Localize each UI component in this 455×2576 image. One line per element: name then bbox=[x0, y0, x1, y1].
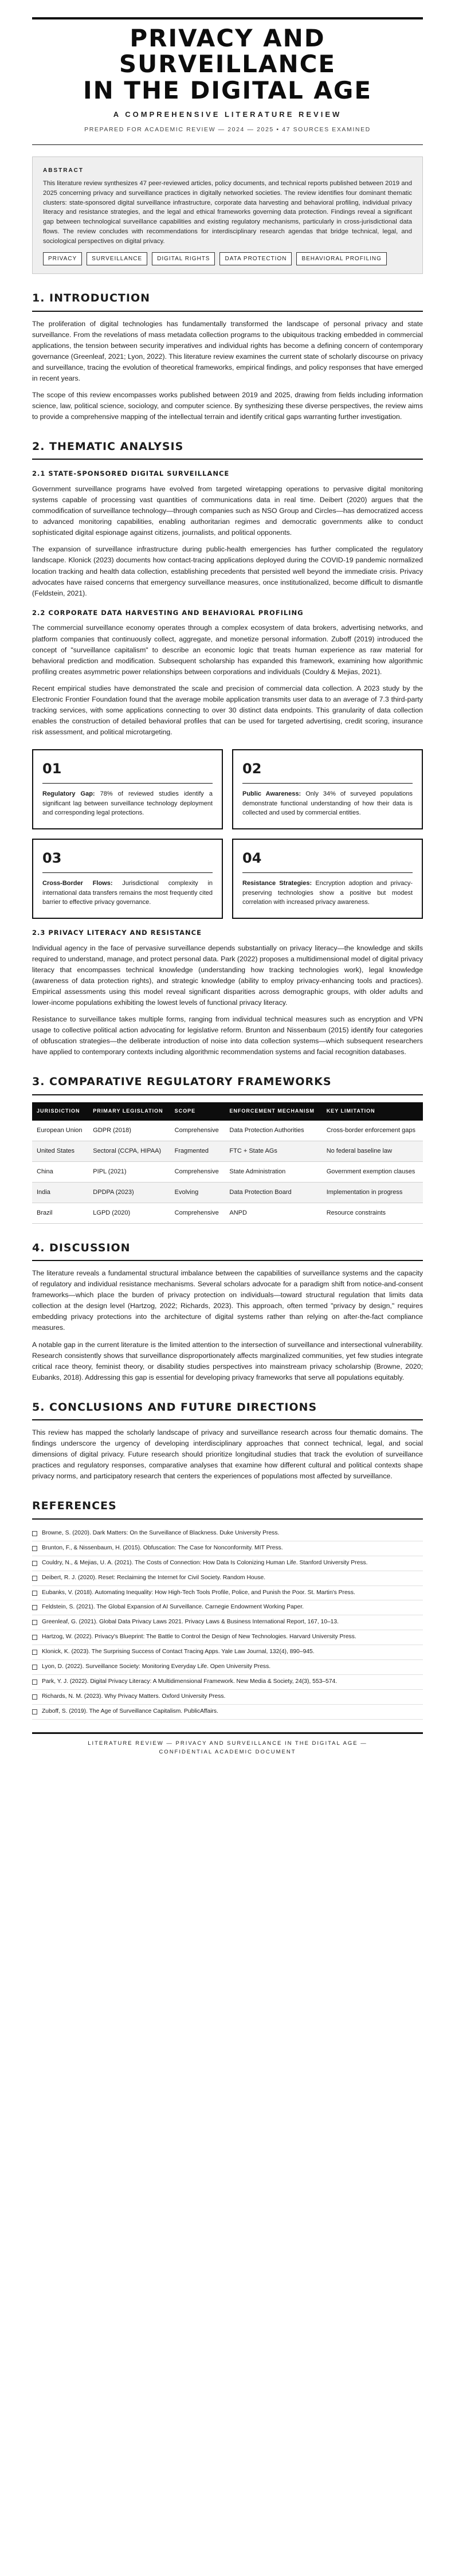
paragraph: This review has mapped the scholarly landscape of privacy and surveillance research across four thematic domains. The findings underscore the urgency of developing interdisciplinary approaches that connect technical, legal, and social dimensions of digital privacy. Future research should prioritize longitudinal studies that track the evolution of surveillance practices and regulatory responses, comparative analyses that examine how different cultural and political contexts shape privacy norms, and participatory research that centers the experiences of populations most affected by surveillance. bbox=[32, 1428, 423, 1481]
list-item bbox=[32, 1630, 423, 1645]
paragraph: The literature reveals a fundamental structural imbalance between the capabilities of surveillance systems and the capacity of regulatory and individual resistance mechanisms. Several scholars advocate for a paradigm shift from notice-and-consent frameworks—which place the burden of privacy protection on individuals—toward structural regulation that limits data collection at the design level (Hartzog, 2022; Richards, 2023). This approach, often termed "privacy by design," requires embedding privacy protections into the architecture of digital systems rather than relying on after-the-fact compliance measures. bbox=[32, 1269, 423, 1332]
card-text bbox=[242, 789, 413, 818]
table-cell: Government exemption clauses bbox=[322, 1161, 423, 1182]
bullet-square-icon bbox=[32, 1531, 37, 1536]
reference-text: Greenleaf, G. (2021). Global Data Privacy Laws 2021. Privacy Laws & Business International Report, 167, 10–13. bbox=[42, 1619, 339, 1626]
abstract-text: This literature review synthesizes 47 peer-reviewed articles, policy documents, and technical reports published between 2019 and 2025 concerning privacy and surveillance practices in digitally networked societies. The review identifies four dominant thematic clusters: state-sponsored digital surveillance infrastructure, corporate data harvesting and behavioral profiling, individual privacy literacy and resistance strategies, and the legal and ethical frameworks governing data protection. Findings reveal a significant gap between technological surveillance capabilities and existing regulatory mechanisms, particularly in cross-jurisdictional data flows. The review concludes with recommendations for interdisciplinary research agendas that bridge technical, legal, and sociological perspectives on digital privacy. bbox=[43, 179, 412, 245]
bullet-square-icon bbox=[32, 1620, 37, 1625]
bullet-square-icon bbox=[32, 1591, 37, 1596]
list-item bbox=[32, 1660, 423, 1675]
table-cell: Comprehensive bbox=[170, 1161, 225, 1182]
paragraph: Government surveillance programs have evolved from targeted wiretapping operations to pervasive digital monitoring systems capable of processing vast quantities of communications data in real time. Deibert (2020) argues that the commodification of surveillance technology—through companies such as NSO Group and Circles—has democratized access to advanced monitoring capabilities, enabling authoritarian regimes and democratic governments alike to conduct sophisticated digital espionage against citizens, journalists, and political opponents. bbox=[32, 485, 423, 537]
document-subtitle: A COMPREHENSIVE LITERATURE REVIEW bbox=[113, 110, 342, 119]
card-label: Regulatory Gap: bbox=[42, 790, 95, 798]
reference-text: Eubanks, V. (2018). Automating Inequality: How High-Tech Tools Profile, Police, and Punish the Poor. St. Martin's Press. bbox=[42, 1589, 355, 1596]
subsection-heading: 2.1 STATE-SPONSORED DIGITAL SURVEILLANCE bbox=[32, 469, 230, 478]
card-number: 02 bbox=[242, 758, 413, 784]
list-item bbox=[32, 1526, 423, 1541]
bullet-square-icon bbox=[32, 1561, 37, 1566]
key-findings-grid bbox=[32, 749, 423, 919]
table-row bbox=[32, 1161, 423, 1182]
reference-text: Richards, N. M. (2023). Why Privacy Matters. Oxford University Press. bbox=[42, 1693, 226, 1700]
regulatory-table bbox=[32, 1102, 423, 1224]
list-item bbox=[32, 1586, 423, 1601]
reference-text: Lyon, D. (2022). Surveillance Society: Monitoring Everyday Life. Open University Press. bbox=[42, 1663, 271, 1670]
card-body: Only 34% of surveyed populations demonstrate functional understanding of how their data is collected and used by commercial entities. bbox=[242, 790, 413, 817]
table-cell: Evolving bbox=[170, 1182, 225, 1203]
column-header: JURISDICTION bbox=[32, 1102, 88, 1121]
card-body: Encryption adoption and privacy-preserving technologies show a positive but modest correlation with increased privacy awareness. bbox=[242, 880, 413, 906]
title-line-1: PRIVACY AND SURVEILLANCE bbox=[119, 24, 336, 79]
list-item bbox=[32, 1675, 423, 1690]
abstract-label: ABSTRACT bbox=[43, 167, 84, 174]
prepared-line: PREPARED FOR ACADEMIC REVIEW — 2024 — 2025 • 47 SOURCES EXAMINED bbox=[84, 126, 371, 134]
card-label: Resistance Strategies: bbox=[242, 880, 312, 887]
table-cell: GDPR (2018) bbox=[88, 1121, 170, 1141]
card-label: Public Awareness: bbox=[242, 790, 301, 798]
table-cell: China bbox=[32, 1161, 88, 1182]
subsection-heading: 2.3 PRIVACY LITERACY AND RESISTANCE bbox=[32, 928, 202, 937]
references-section bbox=[32, 1498, 423, 1719]
keyword-tag: SURVEILLANCE bbox=[87, 252, 147, 266]
reference-text: Park, Y. J. (2022). Digital Privacy Literacy: A Multidimensional Framework. New Media & Society, 24(3), 553–574. bbox=[42, 1678, 338, 1685]
introduction-section bbox=[32, 290, 423, 422]
bullet-square-icon bbox=[32, 1576, 37, 1581]
keyword-tag: DIGITAL RIGHTS bbox=[152, 252, 215, 266]
card-text bbox=[242, 879, 413, 907]
bullet-square-icon bbox=[32, 1680, 37, 1685]
reference-text: Klonick, K. (2023). The Surprising Success of Contact Tracing Apps. Yale Law Journal, 132(4), 890–945. bbox=[42, 1649, 315, 1655]
reference-text: Couldry, N., & Mejias, U. A. (2021). The Costs of Connection: How Data Is Colonizing Human Life. Stanford University Press. bbox=[42, 1559, 368, 1566]
section-heading: 3. COMPARATIVE REGULATORY FRAMEWORKS bbox=[32, 1074, 423, 1095]
table-row bbox=[32, 1121, 423, 1141]
card-number: 04 bbox=[242, 848, 413, 873]
section-heading: REFERENCES bbox=[32, 1498, 423, 1519]
paragraph: Resistance to surveillance takes multiple forms, ranging from individual technical measures such as encryption and VPN usage to collective political action advocating for legislative reform. Brunton and Nissenbaum (2015) identify four categories of obfuscation strategies—the deliberate introduction of noise into data collection systems—which subsequent researchers have applied to contemporary contexts including algorithmic recommendation systems and facial recognition databases. bbox=[32, 1015, 423, 1056]
section-heading: 1. INTRODUCTION bbox=[32, 290, 423, 311]
paragraph: The commercial surveillance economy operates through a complex ecosystem of data brokers, advertising networks, and platform companies that continuously collect, aggregate, and monetize personal information. Zuboff (2019) introduced the concept of "surveillance capitalism" to describe an economic logic that treats human experience as raw material for behavioral prediction and modification. Subsequent scholarship has expanded this framework, examining how algorithmic profiling creates asymmetric power relationships between corporations and individuals (Couldry & Mejias, 2021). bbox=[32, 624, 423, 676]
list-item bbox=[32, 1571, 423, 1586]
table-header-row bbox=[32, 1102, 423, 1121]
finding-card bbox=[32, 749, 223, 829]
table-cell: Fragmented bbox=[170, 1141, 225, 1161]
card-text bbox=[42, 879, 213, 907]
table-cell: Data Protection Authorities bbox=[225, 1121, 321, 1141]
paragraph: The proliferation of digital technologies has fundamentally transformed the landscape of personal privacy and state surveillance. From the revelations of mass metadata collection programs to the ubiquitous tracking embedded in commercial applications, the tension between security imperatives and individual rights has become a defining concern of contemporary governance (Greenleaf, 2021; Lyon, 2022). This literature review examines the current state of scholarly discourse on privacy and surveillance, tracing the evolution of theoretical frameworks, empirical findings, and policy responses that have emerged in recent years. bbox=[32, 319, 423, 382]
reference-list bbox=[32, 1526, 423, 1720]
table-cell: India bbox=[32, 1182, 88, 1203]
title-line-2: IN THE DIGITAL AGE bbox=[83, 76, 372, 104]
footer-line-2: CONFIDENTIAL ACADEMIC DOCUMENT bbox=[159, 1748, 296, 1755]
table-row bbox=[32, 1203, 423, 1223]
column-header: ENFORCEMENT MECHANISM bbox=[225, 1102, 321, 1121]
table-cell: European Union bbox=[32, 1121, 88, 1141]
section-heading: 5. CONCLUSIONS AND FUTURE DIRECTIONS bbox=[32, 1399, 423, 1420]
finding-card bbox=[232, 749, 423, 829]
keyword-tag: PRIVACY bbox=[43, 252, 82, 266]
table-cell: Cross-border enforcement gaps bbox=[322, 1121, 423, 1141]
finding-card bbox=[32, 839, 223, 919]
table-cell: Comprehensive bbox=[170, 1121, 225, 1141]
bullet-square-icon bbox=[32, 1546, 37, 1551]
table-cell: No federal baseline law bbox=[322, 1141, 423, 1161]
column-header: PRIMARY LEGISLATION bbox=[88, 1102, 170, 1121]
keyword-tag: BEHAVIORAL PROFILING bbox=[296, 252, 386, 266]
table-cell: Brazil bbox=[32, 1203, 88, 1223]
bullet-square-icon bbox=[32, 1650, 37, 1655]
table-cell: DPDPA (2023) bbox=[88, 1182, 170, 1203]
bullet-square-icon bbox=[32, 1605, 37, 1610]
paragraph: Recent empirical studies have demonstrated the scale and precision of commercial data collection. A 2023 study by the Electronic Frontier Foundation found that the average mobile application transmits user data to an average of 7.3 third-party tracking services, with some applications connecting to over 30 distinct data endpoints. This granularity of data collection enables the construction of detailed behavioral profiles that can be used for targeted advertising, credit scoring, insurance risk assessment, and political microtargeting. bbox=[32, 684, 423, 736]
keyword-list bbox=[43, 252, 412, 266]
list-item bbox=[32, 1690, 423, 1705]
table-row bbox=[32, 1182, 423, 1203]
finding-card bbox=[232, 839, 423, 919]
table-cell: Comprehensive bbox=[170, 1203, 225, 1223]
paragraph: The scope of this review encompasses works published between 2019 and 2025, drawing from fields including information science, law, political science, sociology, and computer science. By synthesizing these diverse perspectives, the review aims to provide a comprehensive mapping of the intellectual terrain and identify critical gaps warranting further investigation. bbox=[32, 390, 423, 421]
footer-line-1: LITERATURE REVIEW — PRIVACY AND SURVEILLANCE IN THE DIGITAL AGE — bbox=[88, 1740, 367, 1747]
list-item bbox=[32, 1615, 423, 1630]
card-number: 01 bbox=[42, 758, 213, 784]
paragraph: Individual agency in the face of pervasive surveillance depends substantially on privacy literacy—the knowledge and skills required to understand, manage, and protect personal data. Park (2022) proposes a multidimensional model of digital privacy literacy that encompasses technical knowledge (understanding how tracking technologies work), legal knowledge (awareness of data protection rights), and strategic knowledge (ability to employ privacy-enhancing tools and practices). Empirical assessments using this model reveal significant disparities across demographic groups, with older adults and lower-income populations exhibiting the lowest levels of functional privacy literacy. bbox=[32, 944, 423, 1007]
document-footer bbox=[32, 1732, 423, 1767]
reference-text: Browne, S. (2020). Dark Matters: On the Surveillance of Blackness. Duke University Press. bbox=[42, 1529, 280, 1536]
thematic-analysis-section bbox=[32, 439, 423, 1058]
list-item bbox=[32, 1541, 423, 1556]
column-header: SCOPE bbox=[170, 1102, 225, 1121]
card-body: Jurisdictional complexity in international data transfers remains the most frequently cited barrier to effective privacy governance. bbox=[42, 880, 213, 906]
table-cell: LGPD (2020) bbox=[88, 1203, 170, 1223]
table-cell: PIPL (2021) bbox=[88, 1161, 170, 1182]
title-block bbox=[32, 19, 423, 145]
section-heading: 2. THEMATIC ANALYSIS bbox=[32, 439, 423, 460]
card-label: Cross-Border Flows: bbox=[42, 880, 113, 887]
reference-text: Hartzog, W. (2022). Privacy's Blueprint: The Battle to Control the Design of New Technologies. Harvard University Press. bbox=[42, 1634, 356, 1641]
reference-text: Deibert, R. J. (2020). Reset: Reclaiming the Internet for Civil Society. Random House. bbox=[42, 1574, 266, 1581]
bullet-square-icon bbox=[32, 1665, 37, 1670]
bullet-square-icon bbox=[32, 1635, 37, 1640]
column-header: KEY LIMITATION bbox=[322, 1102, 423, 1121]
section-heading: 4. DISCUSSION bbox=[32, 1240, 423, 1261]
table-cell: Implementation in progress bbox=[322, 1182, 423, 1203]
reference-text: Feldstein, S. (2021). The Global Expansion of AI Surveillance. Carnegie Endowment Working Paper. bbox=[42, 1604, 304, 1611]
table-cell: Data Protection Board bbox=[225, 1182, 321, 1203]
card-number: 03 bbox=[42, 848, 213, 873]
bullet-square-icon bbox=[32, 1709, 37, 1714]
table-cell: ANPD bbox=[225, 1203, 321, 1223]
table-cell: State Administration bbox=[225, 1161, 321, 1182]
list-item bbox=[32, 1645, 423, 1660]
reference-text: Zuboff, S. (2019). The Age of Surveillance Capitalism. PublicAffairs. bbox=[42, 1708, 218, 1714]
table-cell: United States bbox=[32, 1141, 88, 1161]
list-item bbox=[32, 1556, 423, 1571]
paragraph: A notable gap in the current literature is the limited attention to the intersection of surveillance and intersectional vulnerability. Research consistently shows that surveillance disproportionately affects marginalized communities, yet few studies integrate critical race theory, feminist theory, or disability studies perspectives into mainstream privacy scholarship (Browne, 2020; Eubanks, 2018). Addressing this gap is essential for developing privacy frameworks that serve all populations equitably. bbox=[32, 1340, 423, 1381]
table-cell: Sectoral (CCPA, HIPAA) bbox=[88, 1141, 170, 1161]
table-row bbox=[32, 1141, 423, 1161]
table-cell: Resource constraints bbox=[322, 1203, 423, 1223]
keyword-tag: DATA PROTECTION bbox=[219, 252, 292, 266]
reference-text: Brunton, F., & Nissenbaum, H. (2015). Obfuscation: The Case for Nonconformity. MIT Press. bbox=[42, 1544, 283, 1551]
list-item bbox=[32, 1705, 423, 1720]
frameworks-section bbox=[32, 1074, 423, 1224]
table-cell: FTC + State AGs bbox=[225, 1141, 321, 1161]
paragraph: The expansion of surveillance infrastructure during public-health emergencies has further complicated the regulatory landscape. Klonick (2023) documents how contact-tracing applications deployed during the COVID-19 pandemic normalized location tracking and health data collection, establishing precedents that persisted well beyond the immediate crisis. Privacy advocates have raised concerns that emergency surveillance measures, once institutionalized, become difficult to dismantle (Feldstein, 2021). bbox=[32, 545, 423, 597]
subsection-heading: 2.2 CORPORATE DATA HARVESTING AND BEHAVIORAL PROFILING bbox=[32, 608, 304, 617]
card-body: 78% of reviewed studies identify a significant lag between surveillance technology deployment and corresponding legal protections. bbox=[42, 790, 213, 817]
bullet-square-icon bbox=[32, 1694, 37, 1700]
discussion-section bbox=[32, 1240, 423, 1383]
card-text bbox=[42, 789, 213, 818]
conclusion-section bbox=[32, 1399, 423, 1482]
document-title bbox=[32, 25, 423, 103]
list-item bbox=[32, 1600, 423, 1615]
abstract-box bbox=[32, 156, 423, 274]
